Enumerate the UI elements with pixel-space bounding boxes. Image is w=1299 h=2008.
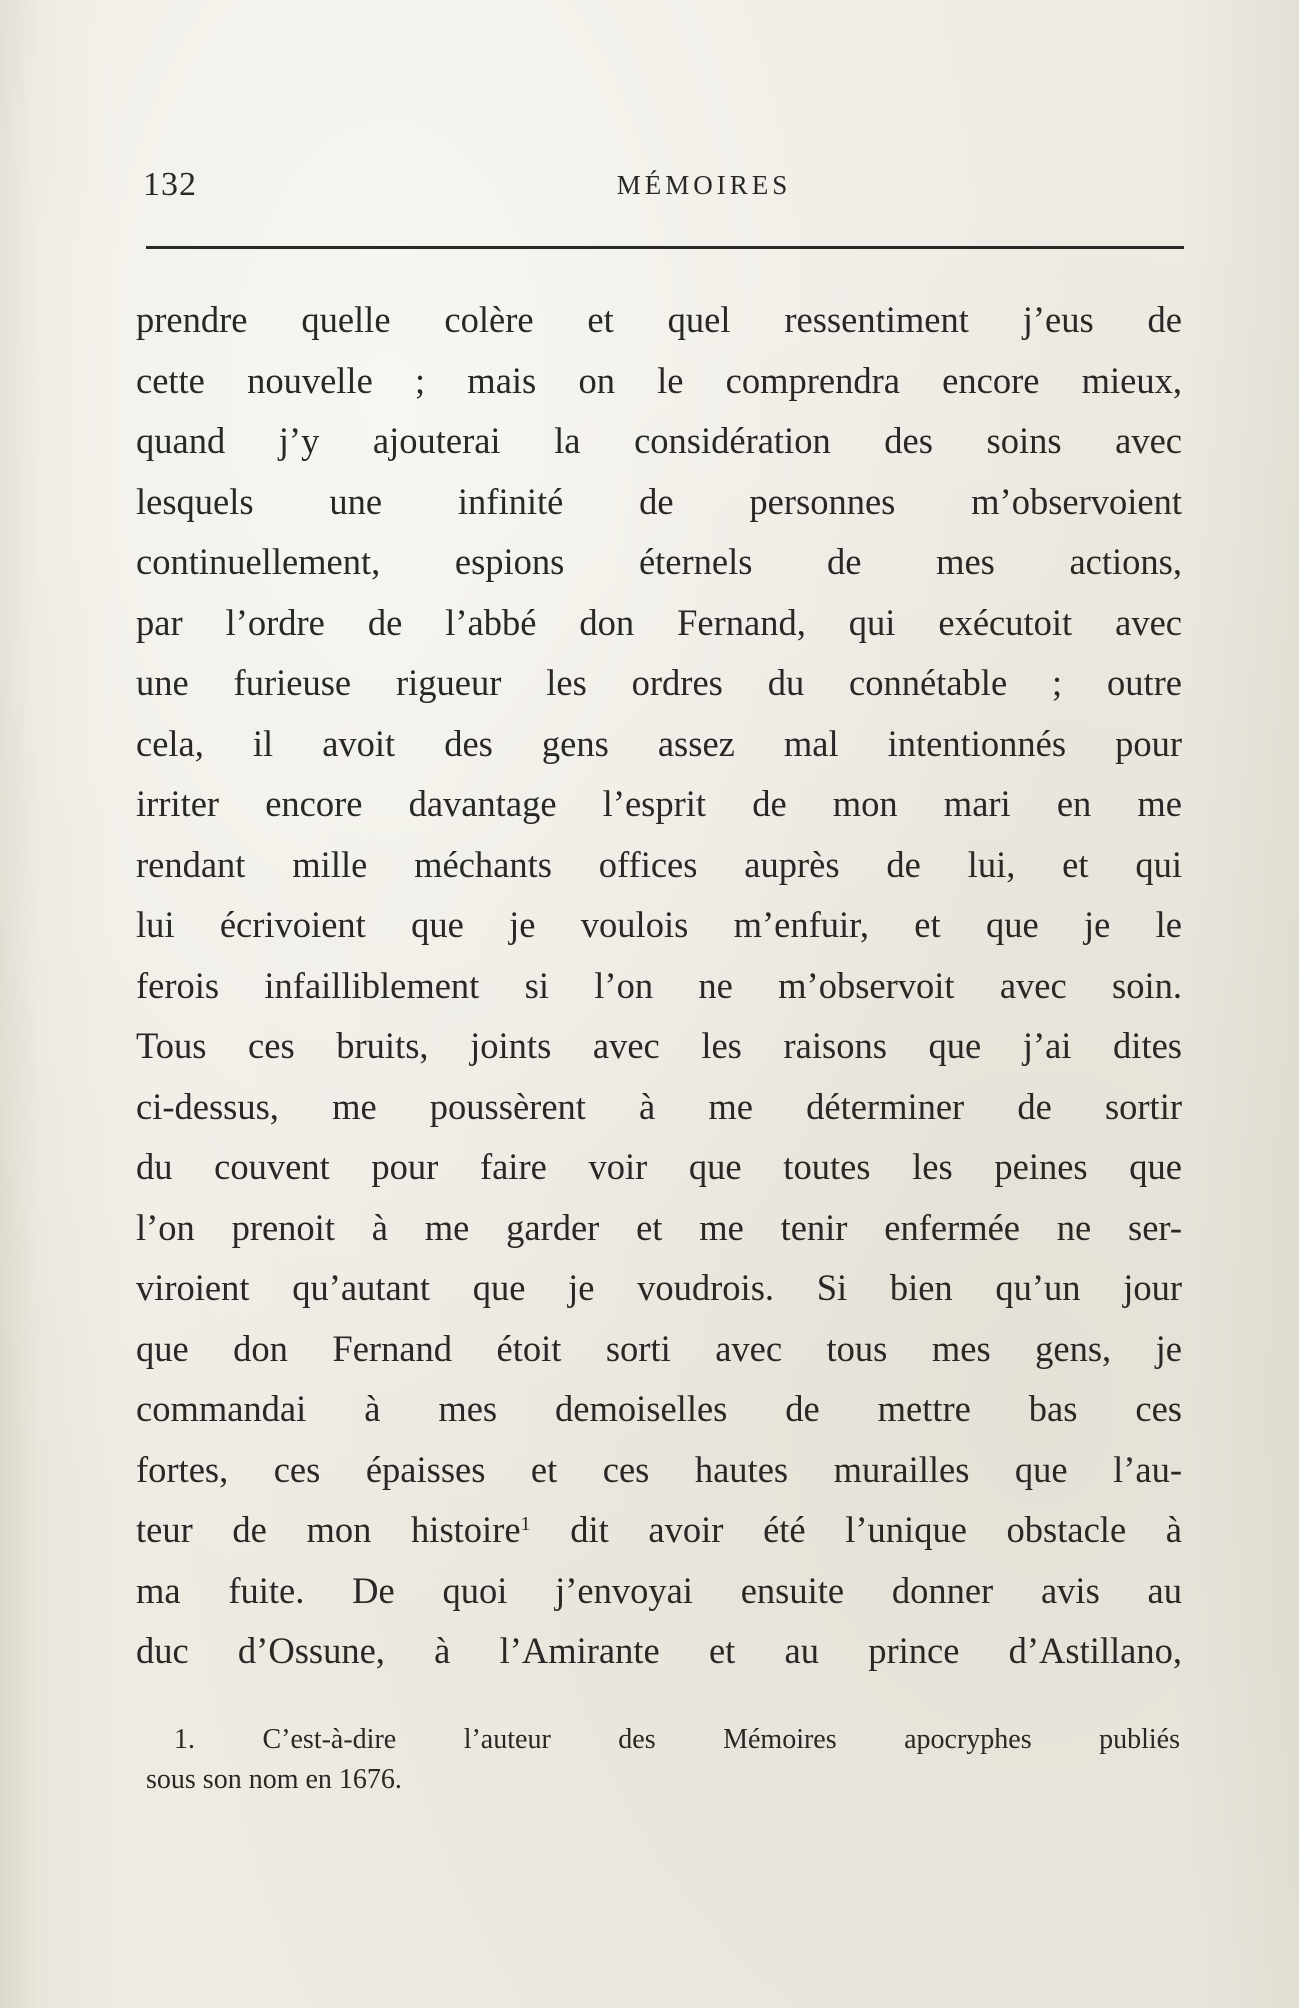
text-line: rendant mille méchants offices auprès de lui, et qui [136, 843, 1182, 885]
text-line: continuellement, espions éternels de mes actions, [136, 541, 1182, 582]
running-head [143, 166, 1185, 218]
running-title: MÉMOIRES [616, 170, 792, 200]
header-rule [146, 246, 1184, 249]
text-line: prendre quelle colère et quel ressentiment j’eus de [136, 299, 1182, 340]
text-line: du couvent pour faire voir que toutes les peines que [136, 1146, 1182, 1187]
text-line: ci-dessus, me poussèrent à me déterminer de sortir [136, 1085, 1182, 1127]
footnote-reference: 1 [520, 1513, 531, 1535]
text-line: ferois infailliblement si l’on ne m’observoit avec soin. [136, 964, 1182, 1006]
text-line: quand j’y ajouterai la considération des soins avec [136, 420, 1182, 461]
text-fragment: dit avoir été l’unique obstacle à [570, 1509, 1182, 1550]
text-line: viroient qu’autant que je voudrois. Si bien qu’un jour [136, 1267, 1182, 1308]
text-line: une furieuse rigueur les ordres du connétable ; outre [136, 662, 1182, 703]
text-line: cela, il avoit des gens assez mal intentionnés pour [136, 722, 1182, 764]
page-number: 132 [143, 166, 197, 203]
text-line: lui écrivoient que je voulois m’enfuir, et que je le [136, 904, 1182, 945]
text-line: commandai à mes demoiselles de mettre bas ces [136, 1388, 1182, 1429]
text-line: Tous ces bruits, joints avec les raisons que j’ai dites [136, 1025, 1182, 1066]
text-fragment: teur de mon histoire [136, 1509, 521, 1550]
text-line: irriter encore davantage l’esprit de mon mari en me [136, 783, 1182, 824]
text-line: que don Fernand étoit sorti avec tous mes gens, je [136, 1327, 1182, 1369]
text-line: lesquels une infinité de personnes m’observoient [136, 480, 1182, 522]
text-line: fortes, ces épaisses et ces hautes murailles que l’au- [136, 1448, 1182, 1490]
footnote-line: 1. C’est-à-dire l’auteur des Mémoires apocryphes publiés [174, 1724, 1180, 1755]
body-text [136, 290, 1182, 1682]
text-line: par l’ordre de l’abbé don Fernand, qui exécutoit avec [136, 601, 1182, 643]
text-line: ma fuite. De quoi j’envoyai ensuite donner avis au [136, 1569, 1182, 1611]
footnote-line: sous son nom en 1676. [146, 1764, 402, 1795]
footnote [146, 1720, 1180, 1800]
text-line: cette nouvelle ; mais on le comprendra encore mieux, [136, 359, 1182, 401]
text-line-with-footnote-ref [136, 1500, 1182, 1561]
text-line: l’on prenoit à me garder et me tenir enfermée ne ser- [136, 1206, 1182, 1248]
text-line: duc d’Ossune, à l’Amirante et au prince d’Astillano, [136, 1630, 1182, 1671]
